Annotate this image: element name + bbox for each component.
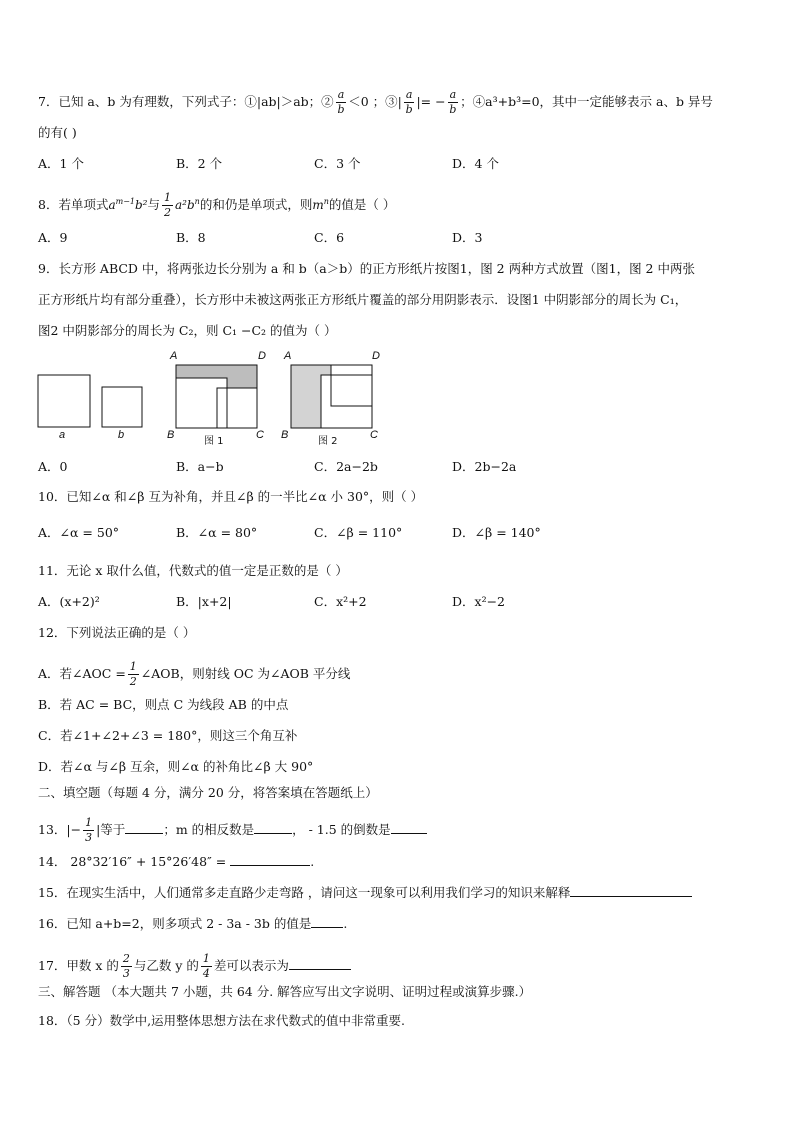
q10-option-c: C．∠β = 110° [314, 525, 403, 540]
q17-line [38, 952, 351, 981]
q7-option-c: C．3 个 [314, 156, 361, 171]
fig1-label-B: B [167, 429, 175, 441]
frac-num: 2 [122, 952, 130, 965]
q8-mono1-exp: m−1 [115, 196, 135, 206]
q14-blank[interactable] [230, 853, 310, 866]
q13-line [38, 816, 427, 845]
frac-den: 3 [85, 831, 93, 844]
q8-mono2-exp: n [194, 196, 200, 206]
q16-line [38, 915, 347, 933]
q13-blank-3[interactable] [391, 821, 427, 834]
q8-m: m [312, 198, 324, 212]
q12-opt-a-frac [128, 660, 139, 689]
frac-num: a [337, 88, 345, 101]
q9-option-c: C．2a−2b [314, 459, 378, 474]
q14-text-b: . [310, 854, 315, 869]
q10-option-d: D．∠β = 140° [452, 525, 541, 540]
q12-option-b: B．若 AC = BC，则点 C 为线段 AB 的中点 [38, 697, 289, 712]
q15-line [38, 884, 692, 902]
q16-blank[interactable] [311, 915, 343, 928]
q12-opt-a-text-a: A．若∠AOC = [38, 666, 126, 681]
frac-num: 1 [129, 660, 137, 673]
q10-option-b: B．∠α = 80° [176, 525, 258, 540]
q17-blank[interactable] [289, 957, 351, 970]
q7-text-a: 7．已知 a、b 为有理数，下列式子：①|ab|＞ab；② [38, 94, 334, 109]
q12-option-a [38, 660, 350, 689]
q11-line: 11．无论 x 取什么值，代数式的值一定是正数的是（ ） [38, 563, 348, 578]
frac-num: a [405, 88, 413, 101]
q9-option-b: B．a−b [176, 459, 224, 474]
q8-option-a: A．9 [38, 230, 68, 245]
q12-opt-a-text-b: ∠AOB，则射线 OC 为∠AOB 平分线 [140, 666, 351, 681]
q17-frac-2 [201, 952, 212, 981]
frac-num: 1 [202, 952, 210, 965]
frac-num: 1 [164, 191, 172, 204]
q13-text-b: |等于 [96, 822, 126, 837]
q8-text-a: 8．若单项式 [38, 197, 109, 212]
q7-option-d: D．4 个 [452, 156, 499, 171]
q16-text-b: . [343, 916, 348, 931]
frac-den: 2 [129, 675, 137, 688]
q11-option-b: B．|x+2| [176, 594, 232, 609]
q7-option-b: B．2 个 [176, 156, 223, 171]
fig1-caption: 图 1 [204, 436, 224, 447]
square-a [38, 375, 90, 427]
q13-blank-2[interactable] [254, 821, 292, 834]
frac-den: 4 [202, 967, 210, 980]
q8-option-d: D．3 [452, 230, 483, 245]
q8-mono1: a [108, 198, 116, 212]
frac-den: b [337, 103, 345, 116]
q8-m-exp: n [323, 196, 329, 206]
section-2-heading: 二、填空题（每题 4 分，满分 20 分，将答案填在答题纸上） [38, 785, 378, 800]
q17-text-a: 17．甲数 x 的 [38, 958, 119, 973]
frac-den: 2 [164, 206, 172, 219]
fig2-caption: 图 2 [318, 436, 338, 447]
q9-line1: 9．长方形 ABCD 中，将两张边长分别为 a 和 b（a＞b）的正方形纸片按图1，图 2 两种方式放置（图1，图 2 中两张 [38, 261, 695, 276]
q11-option-d: D．x²−2 [452, 594, 506, 609]
q7-line1 [38, 88, 713, 117]
q8-frac [162, 191, 173, 220]
q18-line: 18．（5 分）数学中,运用整体思想方法在求代数式的值中非常重要. [38, 1013, 406, 1028]
q11-option-c: C．x²+2 [314, 594, 367, 609]
q13-text-a: 13．|− [38, 822, 82, 837]
q13-text-d: ， - 1.5 的倒数是 [292, 822, 391, 837]
fig1-label-A: A [170, 350, 178, 362]
frac-num: 1 [85, 816, 93, 829]
fig2-label-D: D [372, 350, 380, 362]
q7-frac-3b [448, 88, 459, 117]
q9-line2: 正方形纸片均有部分重叠），长方形中未被这两张正方形纸片覆盖的部分用阴影表示．设图1 中阴影部分的周长为 C₁， [38, 292, 688, 307]
q15-blank[interactable] [570, 884, 692, 897]
q9-line3: 图2 中阴影部分的周长为 C₂，则 C₁ −C₂ 的值为（ ） [38, 323, 337, 338]
label-a: a [59, 429, 66, 441]
fig2-label-A: A [284, 350, 292, 362]
q8-mono2: a²b [175, 198, 195, 212]
fig1-label-C: C [256, 429, 264, 441]
q14-text-a: 14． 28°32′16″ + 15°26′48″ = [38, 854, 227, 869]
frac-num: a [449, 88, 457, 101]
q8-text-b: 与 [147, 197, 161, 212]
q8-mono1-b: b² [135, 198, 148, 212]
q13-frac [83, 816, 94, 845]
figure-1 [176, 365, 257, 428]
q8-line [38, 191, 395, 220]
q17-text-b: 与乙数 y 的 [133, 958, 199, 973]
q14-line [38, 853, 314, 871]
q7-text-c: |= − [416, 94, 446, 109]
q9-option-d: D．2b−2a [452, 459, 517, 474]
q12-option-c: C．若∠1+∠2+∠3 = 180°，则这三个角互补 [38, 728, 298, 743]
q16-text-a: 16．已知 a+b=2，则多项式 2 - 3a - 3b 的值是 [38, 916, 312, 931]
q17-text-c: 差可以表示为 [213, 958, 289, 973]
figure-2 [291, 365, 372, 428]
frac-den: b [405, 103, 413, 116]
q7-text-d: ；④a³+b³=0，其中一定能够表示 a、b 异号 [460, 94, 713, 109]
q8-text-d: 的值是（ ） [328, 197, 396, 212]
q15-text: 15．在现实生活中，人们通常多走直路少走弯路 ，请问这一现象可以利用我们学习的知识来解释 [38, 885, 571, 900]
q7-text-b: ＜0 ；③| [348, 94, 402, 109]
q13-blank-1[interactable] [125, 821, 163, 834]
q7-frac-3a [404, 88, 415, 117]
q9-option-a: A．0 [38, 459, 68, 474]
q8-option-b: B．8 [176, 230, 206, 245]
q11-option-a: A．(x+2)² [38, 594, 100, 609]
q17-frac-1 [121, 952, 132, 981]
q10-option-a: A．∠α = 50° [38, 525, 120, 540]
q12-line: 12．下列说法正确的是（ ） [38, 625, 196, 640]
square-b [102, 387, 142, 427]
q7-line2: 的有( ) [38, 125, 77, 140]
fig2-label-C: C [370, 429, 378, 441]
q7-frac-2 [336, 88, 347, 117]
q7-option-a: A．1 个 [38, 156, 84, 171]
q10-line: 10．已知∠α 和∠β 互为补角，并且∠β 的一半比∠α 小 30°，则（ ） [38, 489, 424, 504]
fig1-label-D: D [258, 350, 266, 362]
q8-text-c: 的和仍是单项式，则 [199, 197, 313, 212]
label-b: b [118, 429, 125, 441]
fig2-label-B: B [281, 429, 289, 441]
frac-den: 3 [122, 967, 130, 980]
q8-option-c: C．6 [314, 230, 345, 245]
q13-text-c: ；m 的相反数是 [163, 822, 255, 837]
section-3-heading: 三、解答题 （本大题共 7 小题，共 64 分. 解答应写出文字说明、证明过程或演算步骤.） [38, 984, 532, 999]
q12-option-d: D．若∠α 与∠β 互余，则∠α 的补角比∠β 大 90° [38, 759, 314, 774]
frac-den: b [449, 103, 457, 116]
